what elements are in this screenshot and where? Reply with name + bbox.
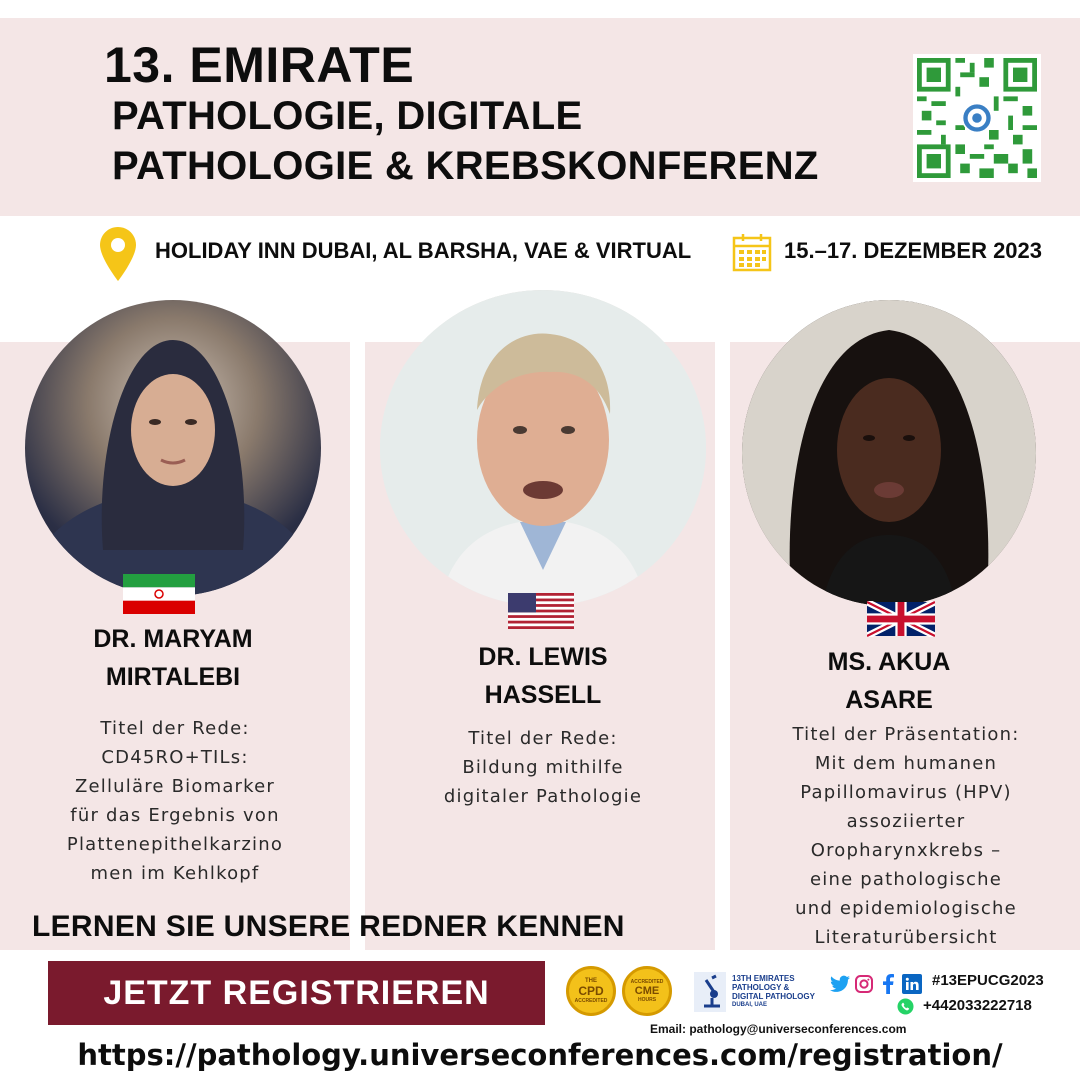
talk-line: Plattenepithelkarzino	[66, 834, 284, 855]
event-logo	[694, 970, 824, 1014]
event-logo-line: 13TH EMIRATES	[732, 974, 795, 983]
talk-line: digitaler Pathologie	[443, 786, 643, 807]
talk-line: eine pathologische	[809, 869, 1002, 890]
talk-line: Titel der Rede:	[468, 728, 618, 749]
cpd-badge	[566, 966, 616, 1016]
title-line-3: PATHOLOGIE & KREBSKONFERENZ	[112, 144, 819, 188]
speaker-name-line: MIRTALEBI	[105, 663, 241, 691]
calendar-icon	[732, 232, 772, 272]
twitter-icon[interactable]	[830, 974, 850, 994]
instagram-icon[interactable]	[854, 974, 874, 994]
uk-flag-icon	[867, 601, 935, 637]
speaker-name-1	[25, 620, 321, 696]
hashtag: #13EPUCG2023	[932, 972, 1044, 989]
talk-line: Titel der Präsentation:	[792, 724, 1020, 745]
usa-flag-icon	[508, 593, 574, 629]
speaker-name-line: HASSELL	[484, 681, 602, 709]
talk-line: Papillomavirus (HPV)	[800, 782, 1012, 803]
talk-line: Oropharynxkrebs –	[810, 840, 1002, 861]
event-dates: 15.–17. DEZEMBER 2023	[784, 238, 1043, 263]
speaker-photo-3	[742, 300, 1036, 606]
talk-title-2	[390, 724, 696, 811]
meet-speakers-heading: LERNEN SIE UNSERE REDNER KENNEN	[32, 910, 625, 943]
badge-line: ACCREDITED	[574, 998, 608, 1004]
talk-line: Bildung mithilfe	[462, 757, 624, 778]
talk-line: für das Ergebnis von	[70, 805, 280, 826]
event-logo-line: DIGITAL PATHOLOGY	[732, 992, 815, 1001]
badge-line: CME	[634, 985, 660, 997]
talk-line: Zelluläre Biomarker	[74, 776, 276, 797]
speaker-photo-2	[380, 290, 706, 606]
badge-line: CPD	[578, 984, 604, 998]
linkedin-icon[interactable]	[902, 974, 922, 994]
iran-flag-icon	[123, 574, 195, 614]
title-line-2: PATHOLOGIE, DIGITALE	[112, 94, 583, 138]
talk-line: men im Kehlkopf	[90, 863, 260, 884]
speaker-name-3	[742, 643, 1036, 719]
speaker-name-line: ASARE	[845, 686, 933, 714]
event-logo-line: DUBAI, UAE	[732, 1002, 768, 1008]
talk-line: Literaturübersicht	[814, 927, 998, 948]
talk-line: Titel der Rede:	[100, 718, 250, 739]
speaker-name-2	[380, 638, 706, 714]
venue-text: HOLIDAY INN DUBAI, AL BARSHA, VAE & VIRTUAL	[155, 238, 692, 263]
talk-line: CD45RO+TILs:	[101, 747, 249, 768]
social-icons	[830, 974, 922, 994]
registration-url[interactable]: https://pathology.universeconferences.com/registration/	[77, 1038, 1003, 1072]
location-pin-icon	[100, 227, 136, 281]
badge-line: THE	[585, 978, 597, 984]
talk-title-1	[30, 714, 320, 888]
whatsapp-icon	[897, 998, 914, 1015]
talk-title-3	[746, 720, 1066, 952]
phone-number[interactable]: +442033222718	[923, 997, 1032, 1014]
title-line-1: 13. EMIRATE	[104, 37, 415, 93]
speaker-photo-1	[25, 300, 321, 596]
speaker-name-line: DR. MARYAM	[93, 625, 253, 653]
register-button[interactable]: JETZT REGISTRIEREN	[48, 961, 545, 1025]
qr-code-icon[interactable]	[913, 54, 1041, 182]
badge-line: ACCREDITED	[630, 979, 664, 985]
talk-line: assoziierter	[846, 811, 966, 832]
event-logo-line: PATHOLOGY &	[732, 983, 790, 992]
badge-line: HOURS	[637, 997, 657, 1003]
microscope-icon	[694, 972, 726, 1012]
qr-code-graphic	[917, 58, 1037, 178]
speaker-name-line: DR. LEWIS	[478, 643, 608, 671]
facebook-icon[interactable]	[878, 974, 898, 994]
talk-line: und epidemiologische	[795, 898, 1017, 919]
cme-badge	[622, 966, 672, 1016]
talk-line: Mit dem humanen	[814, 753, 998, 774]
speaker-name-line: MS. AKUA	[827, 648, 951, 676]
email-link[interactable]: Email: pathology@universeconferences.com	[650, 1022, 907, 1036]
